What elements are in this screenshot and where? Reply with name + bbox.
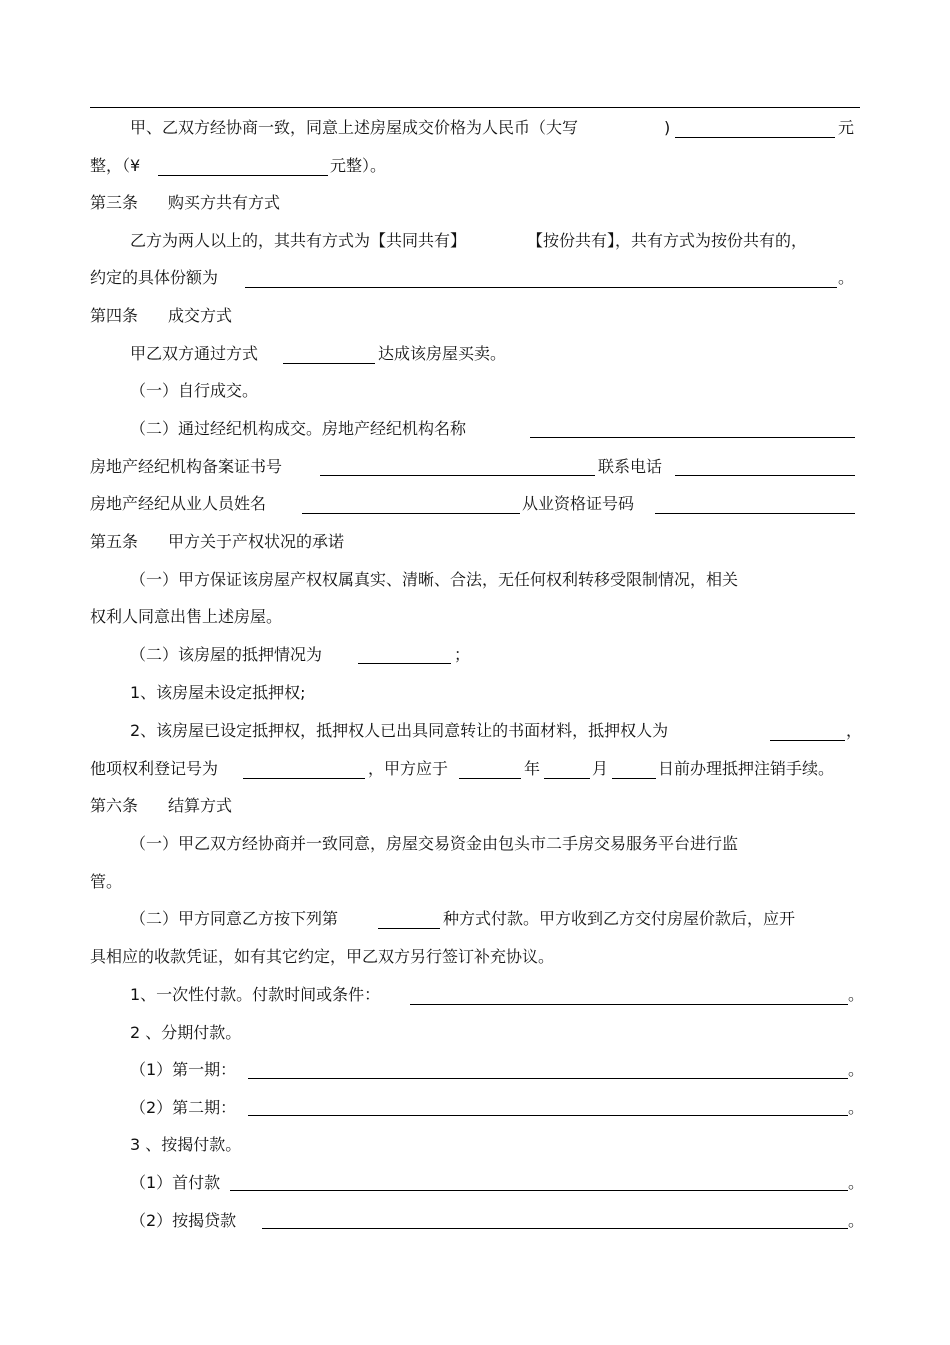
receipt-text: 具相应的收款凭证，如有其它约定，甲乙双方另行签订补充协议。: [90, 947, 555, 966]
mortgage-status-blank[interactable]: [358, 663, 451, 664]
article-3-title: 购买方共有方式: [168, 193, 281, 212]
day-blank[interactable]: [612, 778, 656, 779]
mortgagee-blank[interactable]: [770, 740, 845, 741]
agency-name-blank[interactable]: [530, 437, 855, 438]
self-deal-item: （一）自行成交。: [130, 381, 259, 400]
mortgage-payment-heading: 3 、按揭付款。: [130, 1135, 242, 1154]
second-installment-label: （2）第二期：: [130, 1098, 237, 1117]
installment-heading: 2 、分期付款。: [130, 1023, 242, 1042]
method-blank[interactable]: [283, 363, 375, 364]
first-installment-blank[interactable]: [248, 1078, 848, 1079]
co-ownership-options: 【按份共有】，共有方式为按份共有的，: [527, 231, 808, 250]
price-number-blank[interactable]: [158, 175, 328, 176]
loan-label: （2）按揭贷款: [130, 1211, 237, 1230]
period: 。: [848, 1173, 865, 1192]
down-payment-label: （1）首付款: [130, 1173, 221, 1192]
agency-cert-label: 房地产经纪机构备案证书号: [90, 457, 283, 476]
year-text: 年: [524, 759, 541, 778]
method-label: 甲乙双方通过方式: [130, 344, 259, 363]
share-blank[interactable]: [245, 287, 837, 288]
agent-name-label: 房地产经纪从业人员姓名: [90, 494, 267, 513]
month-text: 月: [592, 759, 609, 778]
yuan-text: 元: [838, 118, 855, 137]
registration-label: 他项权利登记号为: [90, 759, 219, 778]
article-3-number: 第三条: [90, 193, 139, 212]
escrow-text-cont: 管。: [90, 872, 123, 891]
method-suffix: 达成该房屋买卖。: [378, 344, 507, 363]
article-4-number: 第四条: [90, 306, 139, 325]
period: 。: [848, 1211, 865, 1230]
escrow-text: （一）甲乙双方经协商并一致同意，房屋交易资金由包头市二手房交易服务平台进行监: [130, 834, 739, 853]
yuan-whole-text: 元整）。: [330, 156, 387, 175]
qualification-label: 从业资格证号码: [522, 494, 635, 513]
registration-blank[interactable]: [243, 778, 365, 779]
article-6-title: 结算方式: [168, 796, 233, 815]
header-rule: [90, 107, 860, 108]
payment-method-label: （二）甲方同意乙方按下列第: [130, 909, 339, 928]
payment-method-suffix: 种方式付款。甲方收到乙方交付房屋价款后，应开: [443, 909, 796, 928]
agent-name-blank[interactable]: [302, 513, 520, 514]
first-installment-label: （1）第一期：: [130, 1060, 237, 1079]
comma: ，: [846, 721, 863, 740]
qualification-blank[interactable]: [655, 513, 855, 514]
article-4-title: 成交方式: [168, 306, 233, 325]
phone-label: 联系电话: [598, 457, 663, 476]
warranty-text-cont: 权利人同意出售上述房屋。: [90, 607, 283, 626]
year-blank[interactable]: [459, 778, 521, 779]
warranty-text: （一）甲方保证该房屋产权权属真实、清晰、合法，无任何权利转移受限制情况，相关: [130, 570, 739, 589]
article-5-title: 甲方关于产权状况的承诺: [168, 532, 345, 551]
period: 。: [838, 268, 855, 287]
deregister-text: 日前办理抵押注销手续。: [658, 759, 835, 778]
price-uppercase-blank[interactable]: [675, 137, 835, 138]
paren-close: ): [664, 118, 671, 137]
phone-blank[interactable]: [675, 475, 855, 476]
loan-blank[interactable]: [262, 1228, 848, 1229]
party-a-due-text: ，甲方应于: [368, 759, 449, 778]
article-5-number: 第五条: [90, 532, 139, 551]
down-payment-blank[interactable]: [230, 1190, 848, 1191]
share-label: 约定的具体份额为: [90, 268, 219, 287]
whole-text: 整，（¥: [90, 156, 141, 175]
month-blank[interactable]: [544, 778, 590, 779]
semicolon: ；: [454, 645, 471, 664]
no-mortgage-item: 1、该房屋未设定抵押权;: [130, 683, 306, 702]
lump-sum-blank[interactable]: [410, 1004, 848, 1005]
agency-cert-blank[interactable]: [320, 475, 595, 476]
agency-name-label: （二）通过经纪机构成交。房地产经纪机构名称: [130, 419, 467, 438]
mortgage-set-text: 2、该房屋已设定抵押权，抵押权人已出具同意转让的书面材料，抵押权人为: [130, 721, 669, 740]
second-installment-blank[interactable]: [248, 1115, 848, 1116]
price-text: 甲、乙双方经协商一致，同意上述房屋成交价格为人民币（大写: [130, 118, 579, 137]
period: 。: [848, 1098, 865, 1117]
period: 。: [848, 985, 865, 1004]
lump-sum-label: 1、一次性付款。付款时间或条件：: [130, 985, 381, 1004]
article-6-number: 第六条: [90, 796, 139, 815]
co-ownership-text: 乙方为两人以上的，其共有方式为【共同共有】: [130, 231, 467, 250]
payment-method-blank[interactable]: [378, 928, 440, 929]
period: 。: [848, 1060, 865, 1079]
mortgage-status-label: （二）该房屋的抵押情况为: [130, 645, 323, 664]
